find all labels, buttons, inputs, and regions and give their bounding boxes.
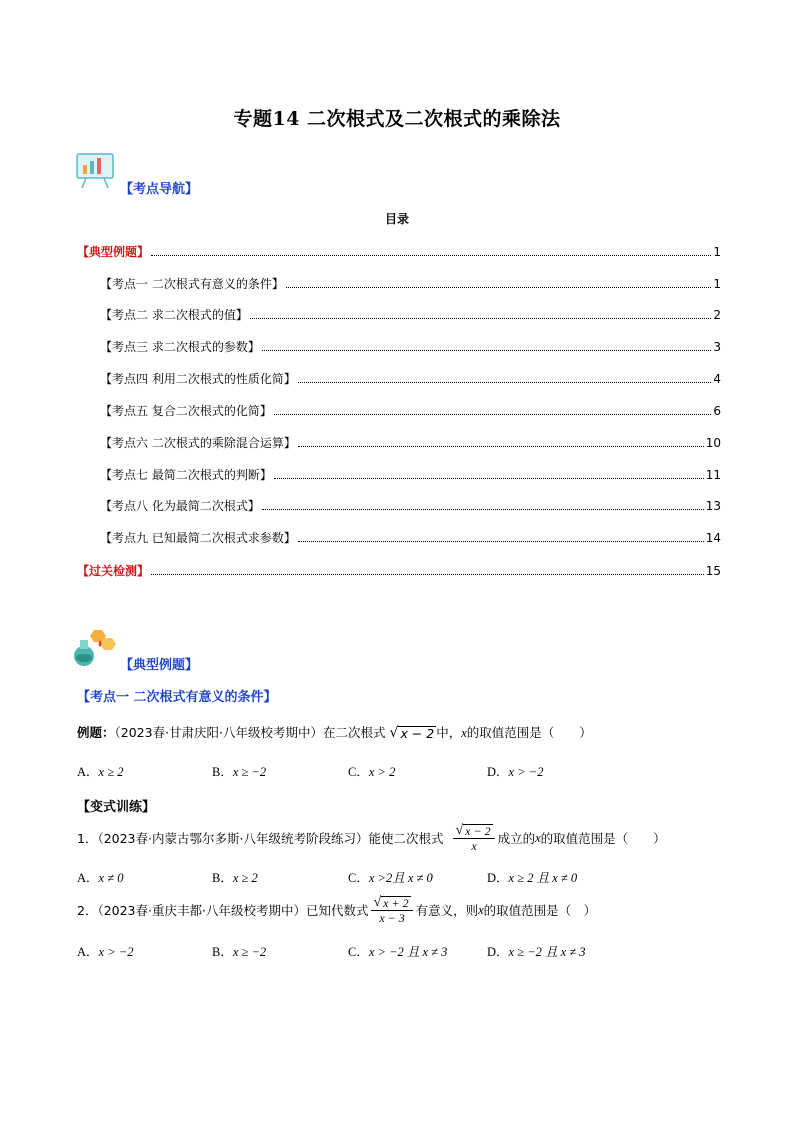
option-a[interactable]: A．x ≠ 0: [77, 871, 124, 885]
toc-label: 【典型例题】: [77, 245, 150, 259]
question-text: 有意义，则: [415, 903, 479, 918]
toc-label: 【考点八 化为最简二次根式】: [100, 499, 260, 513]
toc-page: 3: [713, 340, 721, 354]
question-text: 的取值范围是（ ）: [540, 831, 666, 846]
toc-page: 13: [705, 499, 721, 513]
toc-row[interactable]: [100, 497, 721, 515]
toc-row[interactable]: [100, 466, 721, 484]
fraction: √ x − 2 x: [453, 823, 494, 853]
option-a[interactable]: A．x ≥ 2: [77, 765, 124, 779]
question-2: [77, 895, 596, 925]
toc-page: 14: [705, 531, 721, 545]
option-c[interactable]: C．x > −2 且 x ≠ 3: [348, 945, 448, 959]
toc-heading: 目录: [384, 212, 409, 226]
question-1: [77, 823, 666, 853]
toc-page: 10: [705, 436, 721, 450]
toc-label: 【考点一 二次根式有意义的条件】: [100, 277, 284, 291]
toc-page: 2: [713, 308, 721, 322]
toc-label: 【考点二 求二次根式的值】: [100, 308, 248, 322]
toc-row[interactable]: [100, 370, 721, 388]
example-text: 的取值范围是（ ）: [466, 725, 592, 740]
example-text: 中，: [436, 725, 462, 740]
question-text: 成立的: [497, 831, 536, 846]
topic-heading: 【考点一 二次根式有意义的条件】: [77, 690, 277, 705]
example-question: [77, 723, 592, 741]
option-d[interactable]: D．x ≥ −2 且 x ≠ 3: [487, 945, 586, 959]
variant-heading: 【变式训练】: [77, 800, 156, 815]
toc-row[interactable]: [100, 529, 721, 547]
nav-section-label: 【考点导航】: [120, 182, 199, 197]
toc-row[interactable]: [100, 434, 721, 452]
example-source: （2023春·甘肃庆阳·八年级校考期中）在二次根式: [114, 725, 386, 740]
toc-label: 【过关检测】: [77, 564, 150, 578]
variable: x: [461, 726, 467, 740]
toc-page: 4: [713, 372, 721, 386]
example-prefix: 例题：: [77, 725, 115, 740]
examples-section-label: 【典型例题】: [120, 658, 199, 673]
toc-row[interactable]: [100, 402, 721, 420]
question-text: 2．（2023春·重庆丰都·八年级校考期中）已知代数式: [77, 903, 369, 918]
toc-page: 15: [705, 564, 721, 578]
toc-label: 【考点四 利用二次根式的性质化简】: [100, 372, 296, 386]
toc-label: 【考点九 已知最简二次根式求参数】: [100, 531, 296, 545]
option-c[interactable]: C．x >2且 x ≠ 0: [348, 871, 433, 885]
option-d[interactable]: D．x ≥ 2 且 x ≠ 0: [487, 871, 578, 885]
toc-label: 【考点五 复合二次根式的化简】: [100, 404, 272, 418]
chemistry-flask-icon: [70, 628, 120, 668]
toc-row[interactable]: [100, 275, 721, 293]
variable: x: [535, 830, 541, 845]
toc-row[interactable]: [77, 243, 721, 261]
option-b[interactable]: B．x ≥ −2: [212, 945, 267, 959]
toc-row[interactable]: [77, 562, 721, 580]
presentation-board-icon: [74, 151, 118, 189]
option-d[interactable]: D．x > −2: [487, 765, 544, 779]
toc-label: 【考点六 二次根式的乘除混合运算】: [100, 436, 296, 450]
sqrt-expression: √ x − 2: [389, 725, 435, 741]
toc-label: 【考点三 求二次根式的参数】: [100, 340, 260, 354]
option-b[interactable]: B．x ≥ −2: [212, 765, 267, 779]
toc-page: 1: [713, 245, 721, 259]
variable: x: [478, 902, 484, 917]
page-title: 专题14 二次根式及二次根式的乘除法: [233, 108, 561, 130]
option-a[interactable]: A．x > −2: [77, 945, 134, 959]
fraction: √ x + 2 x − 3: [371, 895, 412, 925]
toc-label: 【考点七 最简二次根式的判断】: [100, 468, 272, 482]
option-c[interactable]: C．x > 2: [348, 765, 396, 779]
question-text: 的取值范围是（ ）: [483, 903, 597, 918]
toc-page: 6: [713, 404, 721, 418]
toc-page: 11: [705, 468, 721, 482]
toc-row[interactable]: [100, 338, 721, 356]
toc-page: 1: [713, 277, 721, 291]
question-text: 1．（2023春·内蒙古鄂尔多斯·八年级统考阶段练习）能使二次根式: [77, 831, 444, 846]
toc-row[interactable]: [100, 306, 721, 324]
option-b[interactable]: B．x ≥ 2: [212, 871, 258, 885]
